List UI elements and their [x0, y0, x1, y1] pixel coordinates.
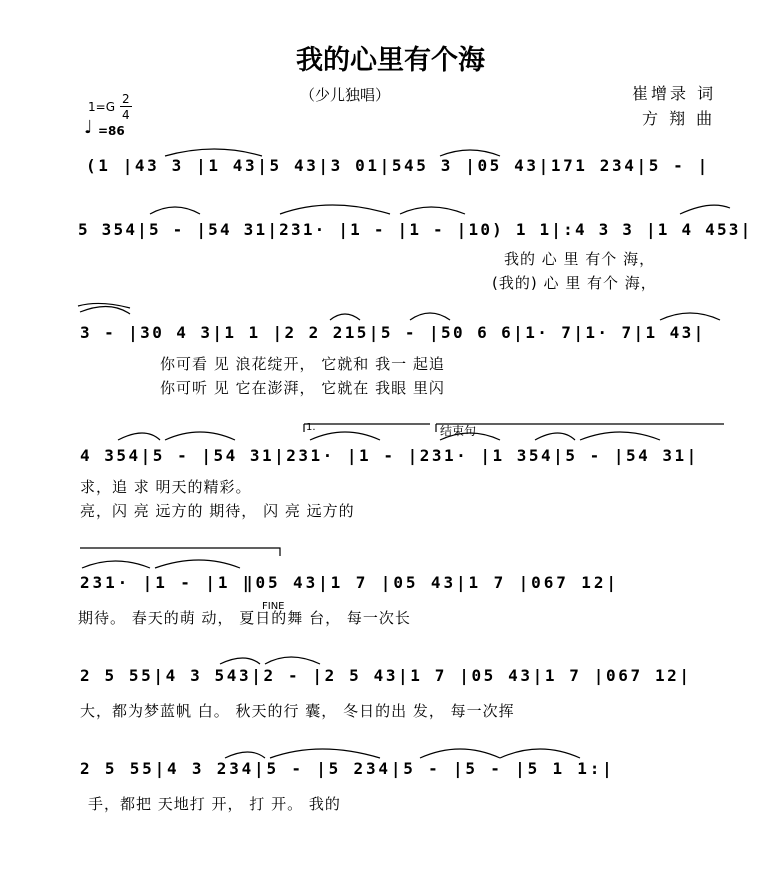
- lyric-verse-2: 你可听 见 它在澎湃， 它就在 我眼 里闪: [160, 379, 445, 397]
- lyric-verse-2: (我的) 心 里 有个 海，: [492, 274, 657, 292]
- notation-line: (1 |43 3 |1 43|5 43|3 01|545 3 |05 43|171 234|5 - |: [86, 156, 710, 175]
- volta-1-bracket: [304, 424, 430, 432]
- slur: [82, 561, 150, 568]
- slur: [78, 303, 130, 308]
- lyric-verse-2: 亮，闪 亮 远方的 期待， 闪 亮 远方的: [80, 502, 355, 520]
- slur: [440, 433, 500, 440]
- volta-ending-label: 结束句: [440, 424, 477, 438]
- slur: [155, 560, 240, 568]
- composer-credit: 方 翔 曲: [642, 109, 716, 128]
- notation-line: 2 5 55|4 3 543|2 - |2 5 43|1 7 |05 43|1 7 |067 12|: [80, 666, 692, 685]
- slur: [580, 432, 660, 440]
- slur: [660, 313, 720, 320]
- key-signature: 1=G: [88, 100, 115, 114]
- slur: [165, 432, 235, 440]
- slur: [265, 657, 320, 664]
- notation-line: 231· |1 - |1 ‖05 43|1 7 |05 43|1 7 |067 12|: [80, 573, 619, 592]
- volta-2-bracket: [436, 424, 724, 432]
- lyricist-credit: 崔增录 词: [632, 84, 717, 103]
- slur: [220, 658, 260, 664]
- slur: [680, 205, 730, 214]
- lyric-verse-1: 我的 心 里 有个 海，: [504, 250, 656, 268]
- slur: [410, 313, 450, 320]
- song-subtitle: （少儿独唱）: [300, 86, 391, 104]
- notation-line: 3 - |30 4 3|1 1 |2 2 215|5 - |50 6 6|1· 7|1· 7|1 43|: [80, 323, 706, 342]
- slur: [225, 752, 265, 758]
- time-signature-top: 2: [122, 92, 130, 106]
- slur: [150, 207, 200, 214]
- song-title: 我的心里有个海: [296, 45, 485, 76]
- lyric-verse-1: 手，都把 天地打 开， 打 开。 我的: [88, 795, 341, 813]
- slur: [420, 749, 500, 758]
- notation-line: 4 354|5 - |54 31|231· |1 - |231· |1 354|5 - |54 31|: [80, 446, 699, 465]
- slur: [310, 432, 380, 440]
- notation-line: 2 5 55|4 3 234|5 - |5 234|5 - |5 - |5 1 1:|: [80, 759, 615, 778]
- lyric-verse-1: 你可看 见 浪花绽开， 它就和 我一 起追: [160, 355, 445, 373]
- notation-line: 5 354|5 - |54 31|231· |1 - |1 - |10) 1 1|:4 3 3 |1 4 453|: [78, 220, 753, 239]
- lyric-verse-1: 大，都为梦蓝帆 白。 秋天的行 囊， 冬日的出 发， 每一次挥: [80, 702, 515, 720]
- slur: [330, 314, 360, 320]
- slur: [270, 749, 380, 758]
- lyric-verse-1: 求，追 求 明天的精彩。: [80, 478, 252, 496]
- slur: [535, 433, 575, 440]
- slur: [400, 207, 465, 214]
- slur: [440, 150, 500, 156]
- fine-marking: FINE: [262, 601, 285, 612]
- lyric-verse-1: 期待。 春天的萌 动， 夏日的舞 台， 每一次长: [78, 609, 411, 627]
- quarter-note-icon: ♩: [84, 117, 93, 138]
- volta-1-label: 1.: [306, 422, 316, 433]
- volta-2-continuation: [80, 548, 280, 556]
- tempo-marking: =86: [98, 124, 125, 138]
- slur: [80, 306, 130, 314]
- time-signature-bottom: 4: [122, 108, 130, 122]
- slur: [118, 433, 160, 440]
- slur: [500, 749, 580, 758]
- slur: [165, 149, 262, 156]
- slur: [280, 205, 390, 214]
